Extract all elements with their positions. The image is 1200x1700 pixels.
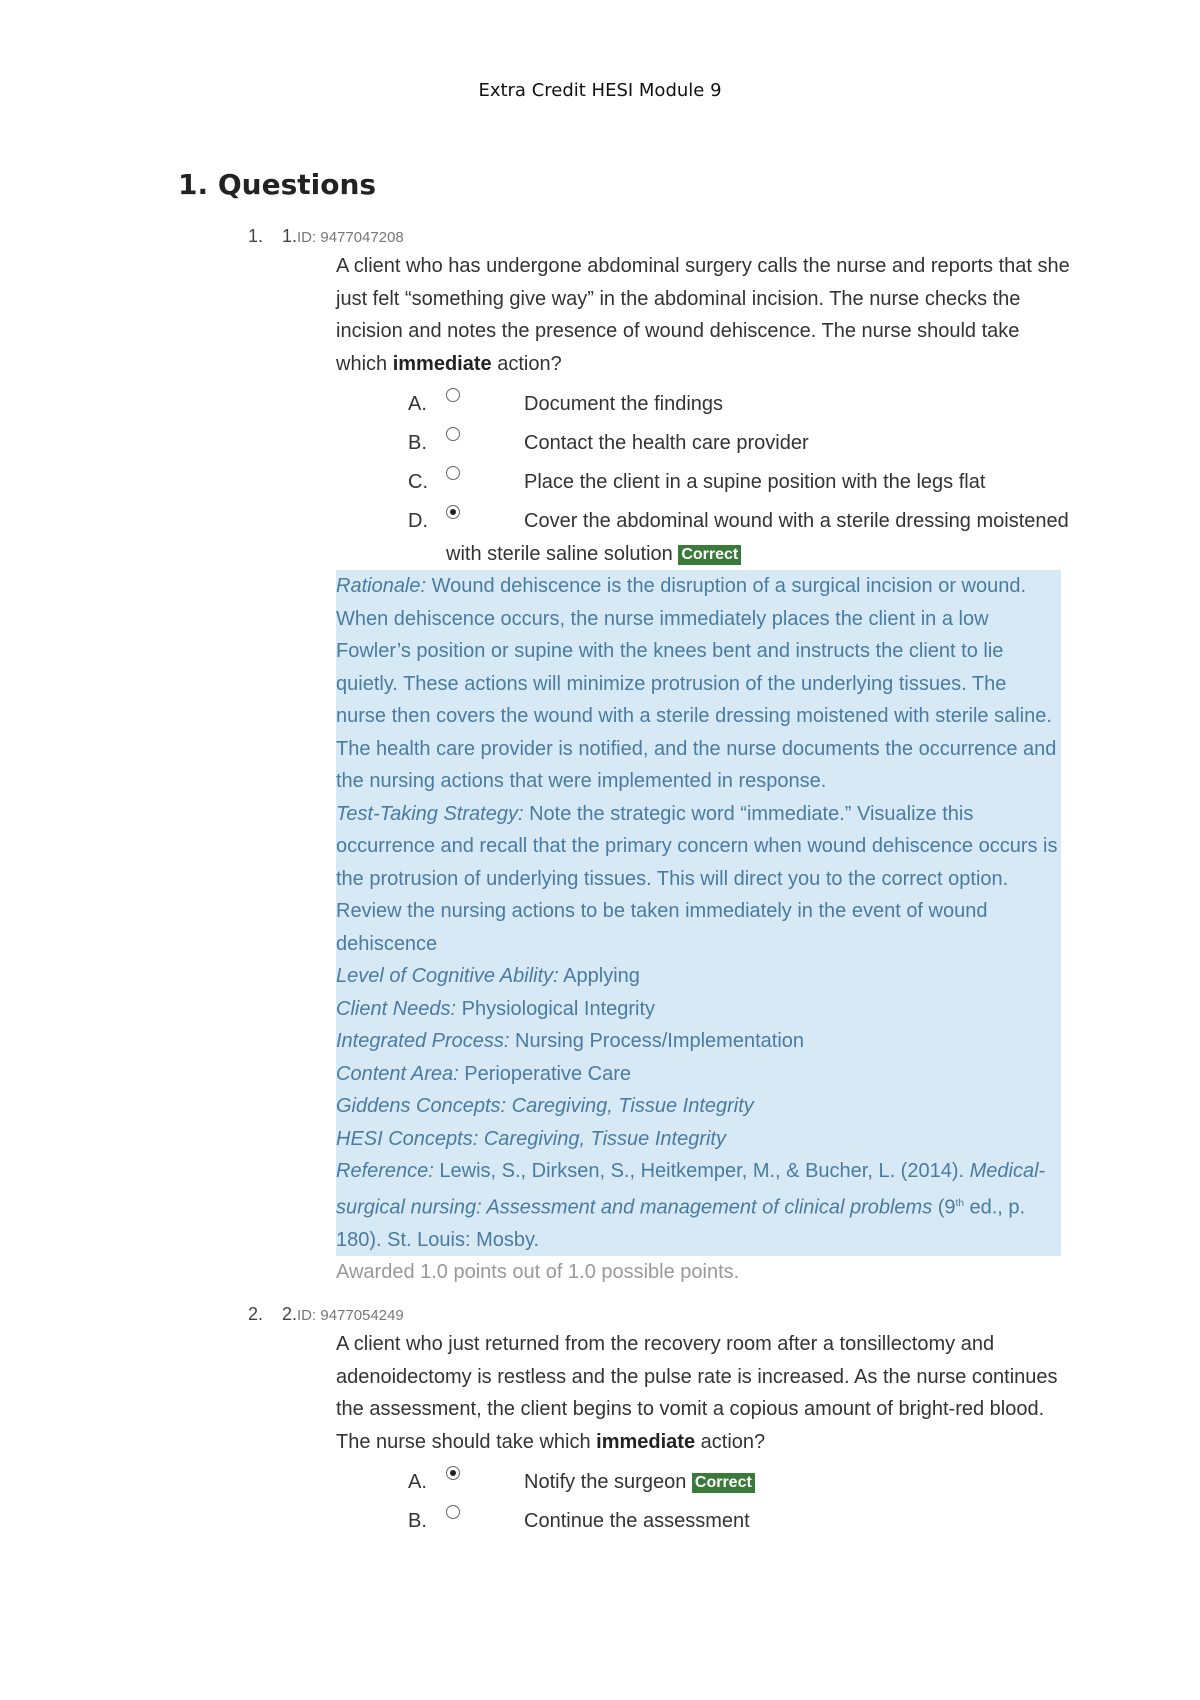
question-text-part: action?	[491, 352, 562, 375]
option-text: Contact the health care provider	[524, 432, 809, 454]
cognitive-value: Applying	[558, 965, 640, 987]
option-a	[408, 384, 1073, 423]
question-outer-number: 2.	[248, 1304, 264, 1324]
cognitive-label: Level of Cognitive Ability:	[336, 965, 559, 987]
process-label: Integrated Process:	[336, 1030, 510, 1052]
answer-options	[408, 1462, 1078, 1540]
option-text: Notify the surgeon	[524, 1471, 687, 1493]
option-c	[408, 462, 1073, 501]
reference-edition: (9	[932, 1196, 956, 1219]
reference-edition-rest: ed., p. 180). St. Louis: Mosby.	[336, 1196, 1026, 1251]
process-value: Nursing Process/Implementation	[509, 1030, 805, 1052]
document-header-title: Extra Credit HESI Module 9	[478, 80, 722, 101]
option-letter: D.	[408, 510, 428, 532]
reference-title: Medical-surgical nursing: Assessment and management of clinical problems	[336, 1160, 1046, 1219]
giddens-concepts: Giddens Concepts: Caregiving, Tissue Integrity	[336, 1095, 754, 1117]
reference-label: Reference:	[336, 1160, 434, 1182]
hesi-concepts: HESI Concepts: Caregiving, Tissue Integrity	[336, 1127, 726, 1150]
strategy-text: Note the strategic word “immediate.” Visualize this occurrence and recall that the primary concern when wound dehiscence occurs is the protrusion of underlying tissues. This will direct you to the correct option. Review the nursing actions to be taken immediately in the event of wound dehiscence	[336, 802, 1058, 955]
question-text-part: A client who has undergone abdominal surgery calls the nurse and reports that she just felt “something give way” in the abdominal incision. The nurse checks the incision and notes the presence of wound dehiscence. The nurse should take which	[336, 255, 1070, 375]
option-text: Place the client in a supine position with the legs flat	[524, 471, 986, 493]
content-area-value: Perioperative Care	[458, 1062, 631, 1085]
rationale-box	[336, 570, 1061, 1256]
option-text: Document the findings	[524, 393, 724, 415]
radio-button[interactable]	[446, 1505, 460, 1519]
question-text-emphasis: immediate	[392, 352, 492, 375]
question-inner-number: 1.	[282, 226, 298, 246]
content-area-label: Content Area:	[336, 1062, 459, 1085]
radio-button-selected[interactable]	[446, 505, 460, 519]
rationale-label: Rationale:	[336, 575, 427, 597]
section-heading: 1. Questions	[178, 168, 377, 201]
option-letter: B.	[408, 1510, 427, 1532]
option-b	[408, 1501, 1073, 1540]
question-id: ID: 9477047208	[297, 229, 404, 246]
option-text: Cover the abdominal wound with a sterile dressing moistened with sterile saline solution	[446, 510, 1069, 565]
correct-badge: Correct	[692, 1473, 755, 1493]
reference-authors: Lewis, S., Dirksen, S., Heitkemper, M., & Bucher, L. (2014).	[433, 1160, 970, 1182]
strategy-label: Test-Taking Strategy:	[336, 802, 524, 825]
awarded-points: Awarded 1.0 points out of 1.0 possible points.	[336, 1261, 740, 1284]
radio-button[interactable]	[446, 466, 460, 480]
radio-button[interactable]	[446, 388, 460, 402]
question-text	[336, 250, 1071, 380]
correct-badge: Correct	[678, 545, 741, 565]
option-letter: A.	[408, 393, 427, 415]
option-d	[408, 501, 1073, 570]
option-text: Continue the assessment	[524, 1510, 750, 1532]
question-2	[248, 1300, 1078, 1540]
question-number-line	[248, 1300, 1078, 1328]
option-letter: C.	[408, 471, 428, 493]
question-inner-number: 2.	[282, 1304, 298, 1324]
question-id: ID: 9477054249	[297, 1307, 404, 1324]
rationale-text: Wound dehiscence is the disruption of a surgical incision or wound. When dehiscence occurs, the nurse immediately places the client in a low Fowler’s position or supine with the knees bent and instructs the client to lie quietly. These actions will minimize protrusion of the underlying tissues. The nurse then covers the wound with a sterile dressing moistened with sterile saline. The health care provider is notified, and the nurse documents the occurrence and the nursing actions that were implemented in response.	[336, 575, 1057, 792]
answer-options	[408, 384, 1078, 570]
radio-button-selected[interactable]	[446, 1466, 460, 1480]
question-text	[336, 1328, 1071, 1458]
radio-button[interactable]	[446, 427, 460, 441]
option-a	[408, 1462, 1073, 1501]
question-text-emphasis: immediate	[596, 1430, 696, 1453]
question-1	[248, 222, 1078, 1289]
question-outer-number: 1.	[248, 226, 264, 246]
reference-superscript: th	[955, 1197, 964, 1209]
option-letter: B.	[408, 432, 427, 454]
question-text-part: action?	[695, 1430, 766, 1453]
option-letter: A.	[408, 1471, 427, 1493]
client-needs-label: Client Needs:	[336, 997, 457, 1020]
question-text-part: A client who just returned from the recovery room after a tonsillectomy and adenoidectomy is restless and the pulse rate is increased. As the nurse continues the assessment, the client begins to vomit a copious amount of bright-red blood. The nurse should take which	[336, 1333, 1058, 1453]
client-needs-value: Physiological Integrity	[456, 997, 656, 1020]
question-number-line	[248, 222, 1078, 250]
option-b	[408, 423, 1073, 462]
